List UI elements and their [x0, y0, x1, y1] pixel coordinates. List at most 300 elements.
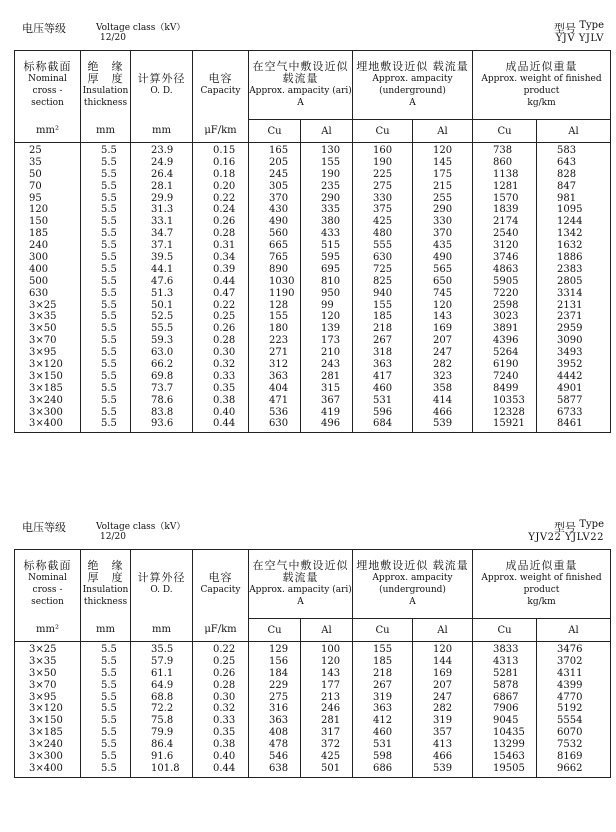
cell-air-cu: 184 [269, 667, 289, 679]
cell-ground-cu: 940 [373, 287, 393, 299]
col-capacity-header-cn: 电容 [208, 571, 233, 585]
cell-capacity: 0.44 [213, 275, 236, 287]
cell-air-al: 281 [321, 370, 341, 382]
cell-air-cu: 630 [269, 418, 289, 430]
cell-ground-al: 169 [433, 667, 453, 679]
col-section-header [15, 51, 81, 120]
cell-weight-cu: 3833 [493, 644, 519, 655]
cell-air-cu: 312 [269, 359, 289, 371]
cell-ground-cu: 160 [373, 145, 393, 156]
cell-air-al: 177 [321, 679, 341, 691]
cell-od: 33.1 [151, 216, 174, 228]
cell-insulation: 5.5 [101, 216, 117, 228]
col-ground-ampacity-header-en: A [409, 597, 416, 607]
cell-ground-al: 466 [433, 751, 453, 763]
cell-section: 3×50 [29, 667, 57, 679]
unit-section: mm² [15, 619, 81, 642]
cell-air-al: 120 [321, 655, 341, 667]
col-od-header-cn: 计算外径 [137, 571, 186, 585]
model-label-en: Type [579, 519, 604, 530]
cell-ground-al: 144 [433, 655, 453, 667]
cell-weight-al: 6733 [557, 406, 583, 418]
cell-od: 78.6 [151, 394, 174, 406]
cell-air-al: 595 [321, 252, 341, 264]
col-weight-header-en: Approx. weight of finished product [481, 74, 602, 96]
cell-od: 35.5 [151, 644, 174, 655]
cell-weight-cu: 7240 [493, 370, 519, 382]
cell-air-cu: 156 [269, 655, 289, 667]
cell-section: 95 [29, 192, 42, 204]
cell-ground-al: 120 [433, 644, 453, 655]
cell-capacity: 0.47 [213, 287, 236, 299]
cell-ground-cu: 225 [373, 168, 393, 180]
col-weight-cu [473, 143, 537, 433]
col-section-header-en: Nominal cross - section [28, 74, 67, 109]
col-insulation-header [81, 550, 131, 619]
cell-capacity: 0.26 [213, 667, 236, 679]
col-weight-header-en: kg/km [527, 98, 556, 108]
cell-air-cu: 128 [269, 299, 289, 311]
cell-weight-cu: 2174 [493, 216, 519, 228]
voltage-class-label-en: Voltage class（kV） [96, 522, 186, 532]
unit-row [15, 120, 611, 143]
cell-section: 3×240 [29, 739, 63, 751]
cell-air-cu: 363 [269, 715, 289, 727]
cell-air-cu: 245 [269, 168, 289, 180]
cell-capacity: 0.38 [213, 394, 236, 406]
col-air-al [301, 143, 353, 433]
cell-section: 120 [29, 204, 49, 216]
cell-ground-al: 247 [433, 691, 453, 703]
model-label-en: Type [579, 20, 604, 31]
col-weight-header [473, 51, 611, 120]
cell-ground-al: 330 [433, 216, 453, 228]
cell-capacity: 0.34 [213, 252, 236, 264]
cell-ground-cu: 686 [373, 762, 393, 774]
cell-od: 69.8 [151, 370, 174, 382]
cell-ground-cu: 417 [373, 370, 393, 382]
cell-air-al: 315 [321, 382, 341, 394]
cell-weight-cu: 2540 [493, 228, 519, 240]
cell-ground-cu: 375 [373, 204, 393, 216]
cell-weight-cu: 15463 [493, 751, 525, 763]
unit-od: mm [131, 120, 193, 143]
col-od-header [131, 550, 193, 619]
cell-air-al: 433 [321, 228, 341, 240]
cell-weight-cu: 10353 [493, 394, 525, 406]
cell-ground-al: 120 [433, 299, 453, 311]
cell-insulation: 5.5 [101, 418, 117, 430]
cell-od: 29.9 [151, 192, 174, 204]
cell-ground-al: 282 [433, 359, 453, 371]
cell-section: 300 [29, 252, 49, 264]
cell-capacity: 0.30 [213, 691, 236, 703]
cell-air-cu: 478 [269, 739, 289, 751]
cell-insulation: 5.5 [101, 762, 117, 774]
cell-capacity: 0.33 [213, 370, 236, 382]
cell-insulation: 5.5 [101, 751, 117, 763]
cell-weight-cu: 1281 [493, 180, 519, 192]
section-header [14, 513, 610, 549]
cell-weight-al: 828 [557, 168, 577, 180]
cell-weight-al: 2131 [557, 299, 583, 311]
cell-section: 3×25 [29, 644, 57, 655]
cell-ground-al: 490 [433, 252, 453, 264]
cell-air-al: 143 [321, 667, 341, 679]
air-cu: Cu [249, 120, 301, 143]
cell-air-cu: 363 [269, 370, 289, 382]
cell-air-al: 235 [321, 180, 341, 192]
cell-weight-al: 2805 [557, 275, 583, 287]
cell-od: 31.3 [151, 204, 174, 216]
cell-weight-cu: 5281 [493, 667, 519, 679]
cell-capacity: 0.16 [213, 156, 236, 168]
col-od [131, 642, 193, 778]
cell-od: 63.0 [151, 347, 174, 359]
cell-weight-al: 583 [557, 145, 577, 156]
cell-ground-al: 143 [433, 311, 453, 323]
cell-od: 66.2 [151, 359, 174, 371]
cell-air-al: 281 [321, 715, 341, 727]
col-od [131, 143, 193, 433]
unit-section: mm² [15, 120, 81, 143]
cell-section: 3×70 [29, 335, 57, 347]
col-air-ampacity-header-en: A [297, 98, 304, 108]
cell-section: 70 [29, 180, 42, 192]
cell-ground-al: 414 [433, 394, 453, 406]
cell-od: 75.8 [151, 715, 174, 727]
cell-ground-al: 215 [433, 180, 453, 192]
cell-weight-cu: 1839 [493, 204, 519, 216]
cell-weight-al: 847 [557, 180, 577, 192]
model-label-cn: 型号 [554, 22, 576, 35]
cell-weight-al: 3493 [557, 347, 583, 359]
col-air-ampacity-header [249, 51, 353, 120]
cell-weight-al: 8169 [557, 751, 583, 763]
col-od-header-en: O. D. [150, 86, 173, 97]
cell-capacity: 0.28 [213, 679, 236, 691]
cell-air-cu: 408 [269, 727, 289, 739]
cell-weight-al: 1095 [557, 204, 583, 216]
spec-table [14, 549, 611, 778]
cell-ground-al: 539 [433, 418, 453, 430]
cell-air-al: 210 [321, 347, 341, 359]
cell-ground-cu: 155 [373, 299, 393, 311]
cell-od: 50.1 [151, 299, 174, 311]
cell-section: 3×50 [29, 323, 57, 335]
unit-insulation: mm [81, 619, 131, 642]
cell-weight-cu: 9045 [493, 715, 519, 727]
col-section [15, 642, 81, 778]
cell-air-al: 515 [321, 240, 341, 252]
model-label-cn: 型号 [554, 521, 576, 534]
cell-ground-al: 650 [433, 275, 453, 287]
cell-ground-cu: 725 [373, 263, 393, 275]
cell-ground-cu: 275 [373, 180, 393, 192]
col-weight-al [537, 143, 611, 433]
cell-insulation: 5.5 [101, 180, 117, 192]
cell-air-cu: 275 [269, 691, 289, 703]
cell-weight-al: 1244 [557, 216, 583, 228]
cell-insulation: 5.5 [101, 240, 117, 252]
cell-insulation: 5.5 [101, 406, 117, 418]
cell-od: 91.6 [151, 751, 174, 763]
cell-air-cu: 404 [269, 382, 289, 394]
cell-weight-al: 3090 [557, 335, 583, 347]
voltage-class-value: 12/20 [100, 33, 126, 43]
col-od-header-en: O. D. [150, 585, 173, 596]
cell-weight-cu: 4313 [493, 655, 519, 667]
cell-weight-al: 5554 [557, 715, 583, 727]
cell-ground-al: 745 [433, 287, 453, 299]
cell-air-cu: 1190 [269, 287, 295, 299]
cell-air-al: 372 [321, 739, 341, 751]
cell-weight-cu: 19505 [493, 762, 525, 774]
cell-insulation: 5.5 [101, 204, 117, 216]
cell-capacity: 0.44 [213, 762, 236, 774]
cell-air-al: 810 [321, 275, 341, 287]
col-insulation [81, 143, 131, 433]
data-body-row [15, 642, 611, 778]
cell-insulation: 5.5 [101, 394, 117, 406]
cell-od: 93.6 [151, 418, 174, 430]
col-insulation-header-en: Insulation thickness [82, 585, 129, 608]
cell-section: 3×300 [29, 751, 63, 763]
cell-ground-cu: 363 [373, 703, 393, 715]
col-air-cu [249, 642, 301, 778]
cell-section: 3×35 [29, 311, 57, 323]
cell-capacity: 0.39 [213, 263, 236, 275]
col-od-header [131, 51, 193, 120]
cell-air-al: 173 [321, 335, 341, 347]
cell-air-al: 425 [321, 751, 341, 763]
cell-air-cu: 536 [269, 406, 289, 418]
cell-insulation: 5.5 [101, 287, 117, 299]
col-capacity [193, 642, 249, 778]
cell-section: 400 [29, 263, 49, 275]
cell-air-al: 496 [321, 418, 341, 430]
cell-ground-cu: 598 [373, 751, 393, 763]
voltage-class-value: 12/20 [100, 532, 126, 542]
cell-ground-cu: 460 [373, 727, 393, 739]
col-capacity-header [193, 550, 249, 619]
cell-ground-cu: 596 [373, 406, 393, 418]
cell-weight-cu: 10435 [493, 727, 525, 739]
cell-ground-al: 207 [433, 679, 453, 691]
cell-weight-al: 2371 [557, 311, 583, 323]
col-ground-ampacity-header-cn: 埋地敷设近似 载流量 [356, 559, 469, 572]
cell-capacity: 0.24 [213, 204, 236, 216]
cell-weight-cu: 13299 [493, 739, 525, 751]
cell-air-cu: 490 [269, 216, 289, 228]
voltage-class-label-cn: 电压等级 [22, 22, 66, 35]
col-ground-cu [353, 642, 413, 778]
cell-capacity: 0.30 [213, 347, 236, 359]
spec-table [14, 50, 611, 433]
cell-ground-cu: 218 [373, 323, 393, 335]
cell-ground-cu: 267 [373, 679, 393, 691]
cell-capacity: 0.33 [213, 715, 236, 727]
cell-ground-al: 175 [433, 168, 453, 180]
col-ground-al [413, 642, 473, 778]
cell-insulation: 5.5 [101, 347, 117, 359]
cell-insulation: 5.5 [101, 655, 117, 667]
cell-weight-cu: 12328 [493, 406, 525, 418]
cell-air-cu: 430 [269, 204, 289, 216]
col-section-header [15, 550, 81, 619]
cell-air-cu: 165 [269, 145, 289, 156]
cell-section: 3×95 [29, 691, 57, 703]
cell-weight-cu: 5905 [493, 275, 519, 287]
cell-weight-al: 4442 [557, 370, 583, 382]
cell-air-cu: 1030 [269, 275, 295, 287]
cell-weight-al: 2383 [557, 263, 583, 275]
cell-section: 35 [29, 156, 42, 168]
cell-air-al: 380 [321, 216, 341, 228]
cell-weight-al: 4399 [557, 679, 583, 691]
col-weight-al [537, 642, 611, 778]
cell-air-cu: 638 [269, 762, 289, 774]
cell-capacity: 0.32 [213, 359, 236, 371]
col-ground-ampacity-header-en: A [409, 98, 416, 108]
cell-ground-cu: 190 [373, 156, 393, 168]
col-ground-ampacity-header-en: Approx. ampacity (underground) [372, 74, 453, 96]
cell-weight-cu: 15921 [493, 418, 525, 430]
cell-weight-cu: 1570 [493, 192, 519, 204]
col-insulation-header [81, 51, 131, 120]
unit-insulation: mm [81, 120, 131, 143]
cell-air-al: 99 [321, 299, 334, 311]
col-weight-header-en: Approx. weight of finished product [481, 573, 602, 595]
cell-od: 64.9 [151, 679, 174, 691]
col-ground-ampacity-header [353, 550, 473, 619]
cell-capacity: 0.40 [213, 751, 236, 763]
cell-air-al: 243 [321, 359, 341, 371]
col-weight-header-cn: 成品近似重量 [505, 60, 578, 73]
cell-section: 25 [29, 145, 42, 156]
cell-weight-cu: 7906 [493, 703, 519, 715]
cell-weight-cu: 7220 [493, 287, 519, 299]
col-capacity-header-en: Capacity [200, 86, 241, 97]
cell-insulation: 5.5 [101, 691, 117, 703]
cell-ground-cu: 330 [373, 192, 393, 204]
voltage-class-label-cn: 电压等级 [22, 521, 66, 534]
cell-ground-cu: 267 [373, 335, 393, 347]
cell-insulation: 5.5 [101, 252, 117, 264]
cell-capacity: 0.40 [213, 406, 236, 418]
col-air-ampacity-header-en: Approx. ampacity (ari) [249, 86, 352, 96]
col-capacity-header-en: Capacity [200, 585, 241, 596]
cell-od: 55.5 [151, 323, 174, 335]
cell-weight-al: 3702 [557, 655, 583, 667]
cell-capacity: 0.28 [213, 228, 236, 240]
cell-capacity: 0.32 [213, 703, 236, 715]
cell-weight-al: 1342 [557, 228, 583, 240]
col-air-ampacity-header-cn: 在空气中敷设近似 载流量 [252, 60, 349, 85]
cell-ground-cu: 363 [373, 359, 393, 371]
col-section-header-cn: 标称截面 [23, 60, 72, 74]
cell-ground-al: 169 [433, 323, 453, 335]
cell-ground-al: 565 [433, 263, 453, 275]
cell-od: 47.6 [151, 275, 174, 287]
cell-insulation: 5.5 [101, 168, 117, 180]
cell-air-cu: 471 [269, 394, 289, 406]
col-capacity-header-cn: 电容 [208, 72, 233, 86]
section-header [14, 14, 610, 50]
cell-weight-cu: 738 [493, 145, 513, 156]
cell-weight-al: 4901 [557, 382, 583, 394]
cell-ground-al: 466 [433, 406, 453, 418]
cell-section: 3×150 [29, 370, 63, 382]
cell-insulation: 5.5 [101, 727, 117, 739]
cell-ground-cu: 218 [373, 667, 393, 679]
cell-od: 28.1 [151, 180, 174, 192]
weight-cu: Cu [473, 120, 537, 143]
cell-weight-cu: 2598 [493, 299, 519, 311]
cell-ground-al: 323 [433, 370, 453, 382]
cell-air-cu: 546 [269, 751, 289, 763]
cell-ground-al: 282 [433, 703, 453, 715]
cell-insulation: 5.5 [101, 323, 117, 335]
cell-air-cu: 229 [269, 679, 289, 691]
cell-od: 57.9 [151, 655, 174, 667]
cell-insulation: 5.5 [101, 299, 117, 311]
ground-cu: Cu [353, 619, 413, 642]
col-od-header-cn: 计算外径 [137, 72, 186, 86]
cell-ground-cu: 531 [373, 394, 393, 406]
cell-weight-cu: 3120 [493, 240, 519, 252]
cell-ground-al: 357 [433, 727, 453, 739]
cell-air-cu: 765 [269, 252, 289, 264]
col-ground-ampacity-header-cn: 埋地敷设近似 载流量 [356, 60, 469, 73]
cell-weight-al: 5192 [557, 703, 583, 715]
cell-od: 59.3 [151, 335, 174, 347]
ground-cu: Cu [353, 120, 413, 143]
cell-air-cu: 305 [269, 180, 289, 192]
cell-weight-al: 3314 [557, 287, 583, 299]
cell-weight-al: 3952 [557, 359, 583, 371]
cell-capacity: 0.35 [213, 382, 236, 394]
cell-od: 61.1 [151, 667, 174, 679]
cell-section: 3×120 [29, 703, 63, 715]
cell-air-al: 139 [321, 323, 341, 335]
cell-insulation: 5.5 [101, 703, 117, 715]
cell-capacity: 0.25 [213, 655, 236, 667]
cell-section: 3×120 [29, 359, 63, 371]
cell-section: 150 [29, 216, 49, 228]
cell-od: 23.9 [151, 145, 174, 156]
col-insulation-header-cn: 绝 缘 厚 度 [87, 60, 124, 86]
cell-weight-cu: 5264 [493, 347, 519, 359]
cell-weight-cu: 5878 [493, 679, 519, 691]
col-weight-header-cn: 成品近似重量 [505, 559, 578, 572]
cell-od: 79.9 [151, 727, 174, 739]
cell-ground-al: 290 [433, 204, 453, 216]
cell-capacity: 0.44 [213, 418, 236, 430]
col-capacity-header [193, 51, 249, 120]
voltage-class-label-en: Voltage class（kV） [96, 23, 186, 33]
cell-weight-al: 7532 [557, 739, 583, 751]
cell-air-al: 246 [321, 703, 341, 715]
cell-section: 3×240 [29, 394, 63, 406]
cell-ground-al: 370 [433, 228, 453, 240]
cell-capacity: 0.26 [213, 216, 236, 228]
cell-od: 26.4 [151, 168, 174, 180]
ground-al: Al [413, 120, 473, 143]
cell-weight-cu: 1138 [493, 168, 519, 180]
col-air-al [301, 642, 353, 778]
cell-ground-cu: 425 [373, 216, 393, 228]
